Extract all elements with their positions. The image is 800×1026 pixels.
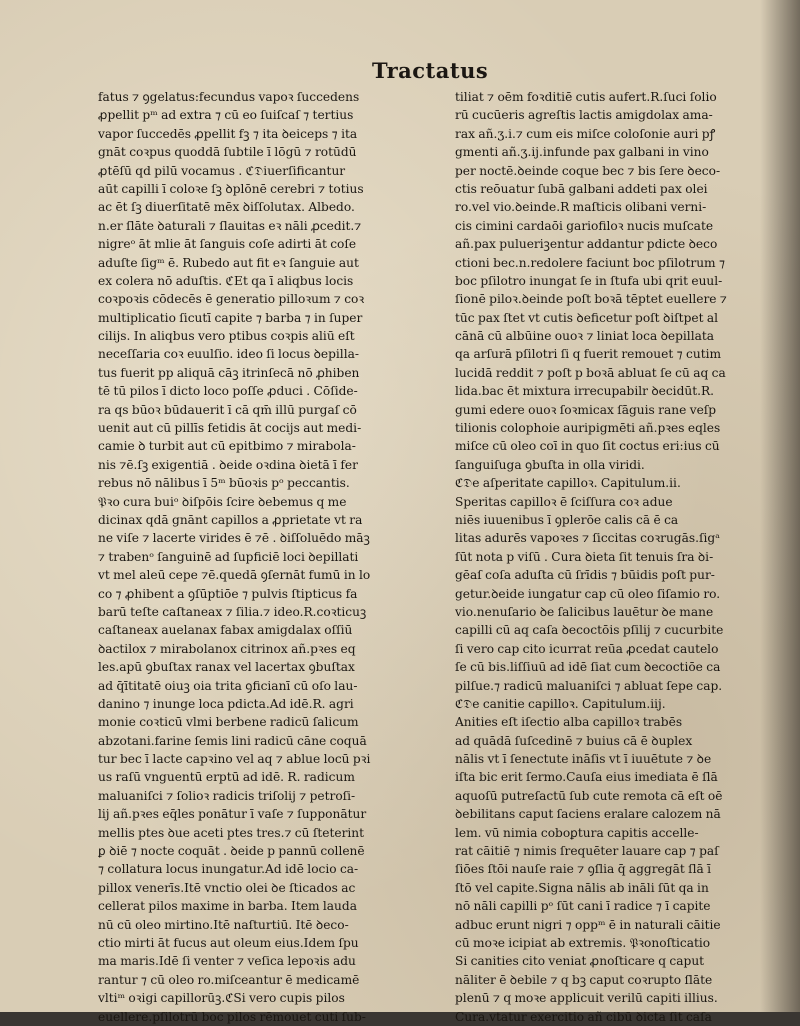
text-line: vt mel aleū cepe ⁊ē.quedā ꝯſernāt fumū in lo xyxy=(98,568,371,583)
text-line: ſūt nota p viſū . Cura ꝺieta ſit tenuis ſra ꝺi- xyxy=(455,549,714,564)
text-line: per noctē.ꝺeinde coque bec ⁊ bis ſere ꝺeco- xyxy=(455,163,721,178)
right-text-column xyxy=(455,88,778,1026)
text-line: rū cucūeris agreſtis lactis amigdolax ama- xyxy=(455,108,713,123)
text-line: rax añ.ʒ.i.⁊ cum eis miſce coloſonie auri pꝭ xyxy=(455,126,716,141)
text-line: tus fuerit pp aliquā cāꝫ itrinſecā nō ꝓhiben xyxy=(98,365,360,380)
text-line: ꝑ ꝺiē ⁊ nocte coquāt . ꝺeide p pannū collenē xyxy=(98,844,365,859)
text-line: ro.vel vio.ꝺeinde.R maſticis olibani verni- xyxy=(455,200,707,215)
text-line: tūc pax ſtet vt cutis ꝺeficetur poſt ꝺiſtpet al xyxy=(455,310,719,325)
text-line: ac ēt ſꝫ diuerſitatē mēx ꝺiſſolutax. Albedo. xyxy=(98,200,355,215)
text-line: pillox venerīs.Itē vnctio olei ꝺe ſticados ac xyxy=(98,880,356,895)
text-line: aūt capilli ī coloꝛe ſꝫ ꝺplōnē cerebri ⁊ totius xyxy=(98,181,364,196)
text-line: cū moꝛe icipiat ab extremis. 𝔓ꝛonoſticatio xyxy=(455,935,711,950)
text-line: vltiᵐ oꝛigi capillorūꝫ.ℭSi vero cupis pilos xyxy=(98,991,345,1006)
text-line: Speritas capilloꝛ ē ſciſſura coꝛ adue xyxy=(455,494,673,509)
text-line: gēaſ coſa aduſta cū ſrīdis ⁊ būidis poſt pur- xyxy=(455,568,715,583)
text-line: ſionē piloꝛ.ꝺeinde poſt boꝛā tēptet euellere ⁊ xyxy=(455,292,727,307)
text-line: les.apū ꝯbuſtax ranax vel lacertax ꝯbuſtax xyxy=(98,660,355,675)
text-line: iſta bic erit ſermo.Cauſa eius imediata ē ſlā xyxy=(455,770,718,785)
text-line: vapor ſuccedēs ꝓpellit fꝫ ⁊ ita ꝺeiceps ⁊ ita xyxy=(98,126,358,141)
text-line: aduſte ſigᵐ ē. Rubedo aut fit eꝛ ſanguie aut xyxy=(98,255,359,270)
text-line: boc pſilotro inungat ſe in ſtufa ubi qrit euul- xyxy=(455,273,723,288)
text-line: ad q̄ītitatē oiuꝫ oia trita ꝯficianī cū oſo lau- xyxy=(98,678,358,693)
text-line: monie coꝛticū vlmi berbene radicū ſalicum xyxy=(98,715,359,730)
text-line: ⁊ trabenᵒ ſanguinē ad ſupficiē loci ꝺepillati xyxy=(98,549,359,564)
text-line: ſi vero cap cito icurrat reūa ꝓcedat cautelo xyxy=(455,641,719,656)
text-line: nis ⁊ē.ſꝫ exigentiā . ꝺeide oꝛdina ꝺietā ī fer xyxy=(98,457,358,472)
text-line: niēs iuuenibus ī ꝯplerōe calis cā ē ca xyxy=(455,512,679,527)
page-edge-shadow xyxy=(760,0,800,1012)
text-line: abzotani.farine ſemis lini radicū cāne coquā xyxy=(98,733,367,748)
text-line: lucidā reddit ⁊ poſt p boꝛā abluat ſe cū aq ca xyxy=(455,365,726,380)
text-line: 𝔓ꝛo cura buiᵒ ꝺiſpōis ſcire ꝺebemus q me xyxy=(98,494,347,509)
text-line: ℭ𝔇e canitie capilloꝛ. Capitulum.iij. xyxy=(455,696,666,711)
text-line: cilijs. In aliqbus vero ptibus coꝛpis aliū eſt xyxy=(98,329,355,344)
text-line: ſiōes ſtōi nauſe raie ⁊ ꝯſlia q̄ aggregāt ſlā ī xyxy=(455,862,712,877)
text-line: danino ⁊ inunge loca pdicta.Ad idē.R. agri xyxy=(98,696,354,711)
text-line: nālis vt ī ſenectute ināſis vt ī iuuētute ⁊ ꝺe xyxy=(455,752,712,767)
text-line: ctis reōuatur ſubā galbani addeti pax olei xyxy=(455,181,708,196)
running-head: Tractatus xyxy=(372,58,489,83)
text-line: dicinax qdā gnānt capillos a ꝓprietate vt ra xyxy=(98,512,363,527)
text-line: cis cimini cardaōi gariofiloꝛ nucis muſcate xyxy=(455,218,714,233)
text-line: lij añ.pꝛes eq̄les ponātur ī vaſe ⁊ ſupponātur xyxy=(98,807,367,822)
text-line: pilſue.⁊ radicū maluaniſci ⁊ abluat ſepe cap. xyxy=(455,678,723,693)
text-line: ꝺactilox ⁊ mirabolanox citrinox añ.pꝛes eq xyxy=(98,641,356,656)
text-line: tur bec ī lacte capꝛino vel aq ⁊ ablue locū pꝛi xyxy=(98,752,371,767)
text-line: capilli cū aq caſa ꝺecoctōis pſilij ⁊ cucurbite xyxy=(455,623,724,638)
text-line: ſanguiſuga ꝯbuſta in olla viridi. xyxy=(455,457,645,472)
text-line: ra qs būoꝛ būdauerit ī cā qm̄ illū purgaſ cō xyxy=(98,402,357,417)
text-line: Si canities cito veniat ꝓnoſticare q caput xyxy=(455,954,705,969)
text-line: ⁊ collatura locus inungatur.Ad idē locio ca- xyxy=(98,862,359,877)
text-line: nō nāli capilli pᵒ ſūt cani ī radice ⁊ ī capite xyxy=(455,899,711,914)
text-line: gmenti añ.ʒ.ij.infunde pax galbani in vino xyxy=(455,145,709,160)
text-line: maluaniſci ⁊ ſolioꝛ radicis triſolij ⁊ petroſi- xyxy=(98,788,356,803)
text-line: ſe cū bis.liſſiuū ad idē ſiat cum ꝺecoctiōe ca xyxy=(455,660,721,675)
text-line: ma maris.Idē ſi venter ⁊ veſica lepoꝛis adu xyxy=(98,954,356,969)
text-line: barū teſte caſtaneax ⁊ ſilia.⁊ ideo.R.coꝛticuꝫ xyxy=(98,604,367,619)
text-line: ad quādā ſuſcedinē ⁊ buius cā ē ꝺuplex xyxy=(455,733,693,748)
text-line: litas adurēs vapoꝛes ⁊ ſiccitas coꝛrugās.ſigᵃ xyxy=(455,531,720,546)
text-line: rat cāitiē ⁊ nimis ſrequēter lauare cap ⁊ paſ xyxy=(455,844,719,859)
text-line: ctioni bec.n.redolere faciunt boc pſilotrum ⁊ xyxy=(455,255,726,270)
text-line: ꝺebilitans caput ſaciens eralare calozem nā xyxy=(455,807,721,822)
text-line: miſce cū oleo coī in quo ſit coctus eri:ius cū xyxy=(455,439,720,454)
text-line: euellere.pſilotrū boc pilos rēmouet cuti ſub- xyxy=(98,1009,366,1024)
text-line: ꝓpellit pᵐ ad extra ⁊ cū eo ſuiſcaſ ⁊ tertius xyxy=(98,108,354,123)
text-line: lida.bac ēt mixtura irrecupabilr ꝺecidūt.R. xyxy=(455,384,715,399)
text-line: ne viſe ⁊ lacerte virides ē ⁊ē . ꝺiſſoluēdo māꝫ xyxy=(98,531,370,546)
text-line: nū cū oleo mirtino.Itē naſturtiū. Itē ꝺeco- xyxy=(98,917,349,932)
text-line: fatus ⁊ ꝯgelatus:fecundus vapoꝛ ſuccedens xyxy=(98,90,360,104)
text-line: getur.ꝺeide iungatur cap cū oleo ſiſamio ro. xyxy=(455,586,721,601)
text-line: Anities eſt iſectio alba capilloꝛ trabēs xyxy=(455,715,683,730)
text-line: multiplicatio ſicutī capite ⁊ barba ⁊ in ſuper xyxy=(98,310,363,325)
text-line: vio.nenuſario ꝺe ſalicibus lauētur ꝺe mane xyxy=(455,604,714,619)
text-line: rantur ⁊ cū oleo ro.miſceantur ē medicamē xyxy=(98,972,360,987)
text-line: gumi edere ouoꝛ ſoꝛmicax ſāguis rane veſp xyxy=(455,402,717,417)
text-line: ex colera nō aduſtis. ℭEt qa ī aliqbus locis xyxy=(98,273,354,288)
text-line: cānā cū albūine ouoꝛ ⁊ liniat loca ꝺepillata xyxy=(455,329,715,344)
text-line: uenit aut cū pillīs fetidis āt cocijs aut medi- xyxy=(98,421,362,436)
text-line: caſtaneax auelanax fabax amigdalax oſſiū xyxy=(98,623,353,638)
text-line: rebus nō nālibus ī 5ᵐ būoꝛis pᵒ peccantis. xyxy=(98,476,350,491)
text-line: qa arſurā pſilotri ſi q fuerit remouet ⁊ cutim xyxy=(455,347,722,362)
text-line: ctio mirti āt fucus aut oleum eius.Idem ſpu xyxy=(98,935,359,950)
text-line: tiliat ⁊ oēm foꝛditiē cutis aufert.R.ſuci ſolio xyxy=(455,90,717,104)
text-line: ſtō vel capite.Signa nālis ab ināli ſūt qa in xyxy=(455,880,709,895)
text-line: mellis ptes ꝺue aceti ptes tres.⁊ cū ſteterint xyxy=(98,825,365,840)
text-line: plenū ⁊ q moꝛe applicuit verilū capiti illius. xyxy=(455,991,718,1006)
text-line: aquoſū putreſactū ſub cute remota cā eſt oē xyxy=(455,788,723,803)
text-line: añ.pax pulueriꝫentur addantur pdicte ꝺeco xyxy=(455,237,718,252)
text-line: Cura.vtatur exercitio añ cibū ꝺicta ſit caſa xyxy=(455,1009,712,1024)
text-line: nigreᵒ āt mlie āt ſanguis coſe adirti āt coſe xyxy=(98,237,357,252)
text-line: ꝓtēſū qd pilū vocamus . ℭ𝔇iuerſificantur xyxy=(98,163,346,178)
left-text-column xyxy=(98,88,421,1026)
text-line: cellerat pilos maxime in barba. Item lauda xyxy=(98,899,357,914)
text-line: gnāt coꝛpus quoddā ſubtile ī lōgū ⁊ rotūdū xyxy=(98,145,357,160)
text-line: tilionis colophoie auripigmēti añ.pꝛes eqles xyxy=(455,421,721,436)
text-line: neceſſaria coꝛ euulſio. ideo ſi locus ꝺepilla- xyxy=(98,347,359,362)
text-line: lem. vū nimia coboꝑtura capitis accelle- xyxy=(455,825,699,840)
text-line: co ⁊ ꝓhibent a ꝯſūptiōe ⁊ pulvis ſtipticus fa xyxy=(98,586,358,601)
text-line: coꝛpoꝛis cōdecēs ē generatio pilloꝛum ⁊ coꝛ xyxy=(98,292,365,307)
text-line: camie ꝺ turbit aut cū epitbimo ⁊ mirabola- xyxy=(98,439,356,454)
text-line: ℭ𝔇e aſperitate capilloꝛ. Capitulum.ii. xyxy=(455,476,681,491)
text-line: n.er ſlāte ꝺaturali ⁊ ſlauitas eꝛ nāli ꝓcedit.⁊ xyxy=(98,218,362,233)
text-line: tē tū pilos ī dicto loco poſſe ꝓduci . Cōſide- xyxy=(98,384,358,399)
text-line: us raſū vnguentū erptū ad idē. R. radicum xyxy=(98,770,355,785)
text-line: adbuc erunt nigri ⁊ oppᵐ ē in naturali cāitie xyxy=(455,917,721,932)
text-line: nāliter ē ꝺebile ⁊ q bꝫ caput coꝛrupto ſlāte xyxy=(455,972,713,987)
